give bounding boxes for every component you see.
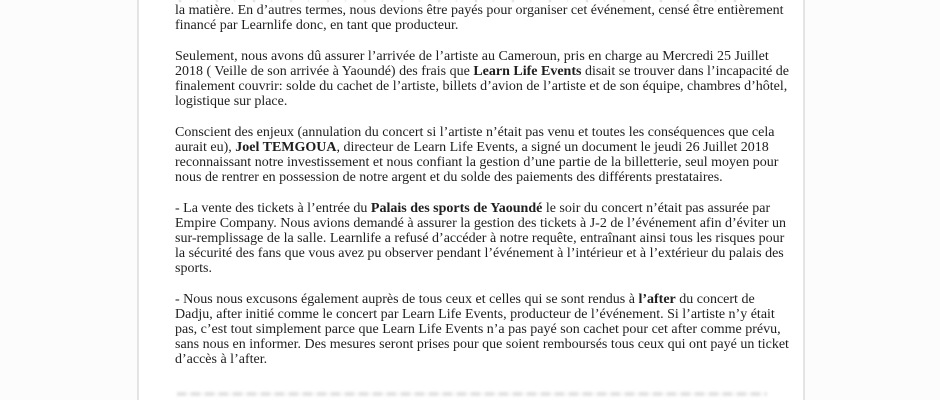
document-paragraph (175, 3, 795, 33)
text-run: Conscient des enjeux (annulation du concert si l’artiste n’était pas venu et toutes les conséquences que cela aurait eu), (175, 125, 775, 155)
text-run: la matière. En d’autres termes, nous devions être payés pour organiser cet événement, censé être entièrement financé par Learnlife donc, en tant que producteur. (175, 3, 784, 33)
text-run: Seulement, nous avons dû assurer l’arrivée de l’artiste au Cameroun, pris en charge au Mercredi 25 Juillet 2018 ( Veille de son arrivée à Yaoundé) des frais que (175, 49, 769, 79)
document-page (137, 0, 805, 400)
text-run: - La vente des tickets à l’entrée du (175, 201, 371, 216)
bold-text-run: Palais des sports de Yaoundé (370, 201, 543, 216)
document-paragraph (175, 125, 795, 185)
text-run: - Nous nous excusons également auprès de tous ceux et celles qui se sont rendus à (175, 292, 639, 307)
clipped-line-bottom (177, 392, 767, 396)
text-run: , directeur de Learn Life Events, a signé un document le jeudi 26 Juillet 2018 reconnaissant notre investissement et nous confiant la gestion d’une partie de la billetterie, seul moyen pour nous de rentrer en possession de notre argent et du solde des paiements des différents prestataires. (175, 140, 779, 185)
bold-text-run: l’after (638, 292, 676, 307)
document-paragraph (175, 49, 795, 109)
bold-text-run: Learn Life Events (473, 64, 582, 79)
document-text (175, 3, 795, 383)
document-paragraph (175, 201, 795, 276)
clipped-line-top (179, 0, 744, 2)
text-run: du concert de Dadju, after initié comme le concert par Learn Life Events, producteur de l’événement. Si l’artiste n’y était pas, c’est tout simplement parce que Learn Life Events n’a pas payé son cachet pour cet after comme prévu, sans nous en informer. Des mesures seront prises pour que soient remboursés tous ceux qui ont payé un ticket d’accès à l’after. (175, 292, 789, 367)
document-paragraph (175, 292, 795, 367)
bold-text-run: Joel TEMGOUA (235, 140, 337, 155)
text-run: le soir du concert n’était pas assurée par Empire Company. Nous avions demandé à assurer la gestion des tickets à J-2 de l’événement afin d’éviter un sur-remplissage de la salle. Learnlife a refusé d’accéder à notre requête, entraînant ainsi tous les risques pour la sécurité des fans que vous avez pu observer pendant l’événement à l’intérieur et à l’extérieur du palais des sports. (175, 201, 787, 276)
text-run: disait se trouver dans l’incapacité de finalement couvrir: solde du cachet de l’artiste, billets d’avion de l’artiste et de son équipe, chambres d’hôtel, logistique sur place. (175, 64, 790, 109)
